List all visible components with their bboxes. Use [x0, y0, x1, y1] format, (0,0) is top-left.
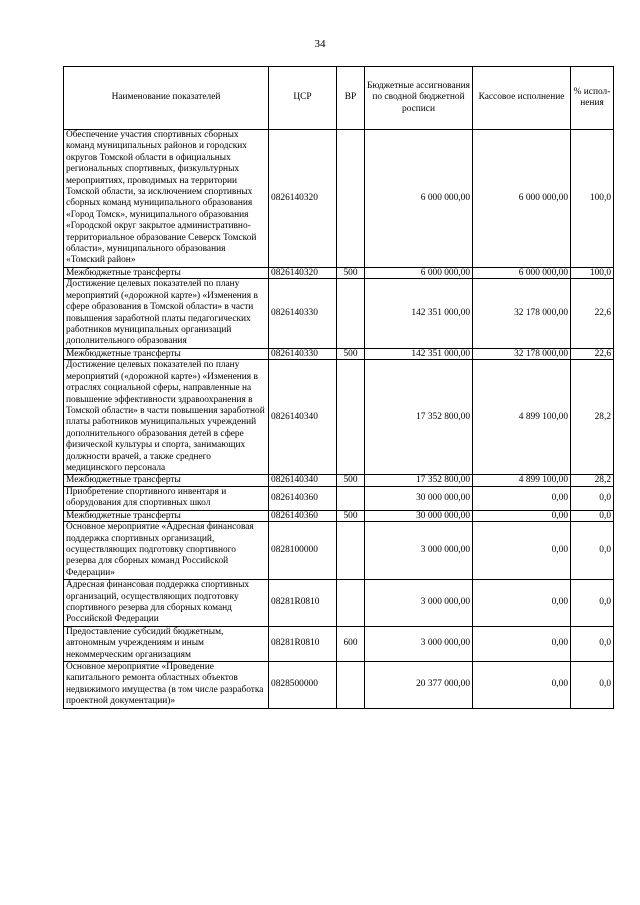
row-percent: 0,0 [571, 510, 614, 522]
row-execution: 6 000 000,00 [473, 267, 571, 279]
table-row [64, 510, 614, 522]
row-percent: 0,0 [571, 626, 614, 661]
row-name: Адресная финансовая поддержка спортивных организаций, осуществляющих подготовку спортивного резерва для сборных команд Российской Федерации [64, 580, 269, 627]
table-row [64, 486, 614, 510]
row-assignments: 3 000 000,00 [365, 626, 473, 661]
row-assignments: 17 352 800,00 [365, 475, 473, 487]
row-percent: 0,0 [571, 662, 614, 709]
row-csr: 08281R0810 [269, 580, 337, 627]
row-csr: 0826140360 [269, 486, 337, 510]
row-percent: 100,0 [571, 267, 614, 279]
row-percent: 0,0 [571, 580, 614, 627]
row-csr: 0826140340 [269, 475, 337, 487]
row-name: Межбюджетные трансферты [64, 510, 269, 522]
table-row [64, 360, 614, 475]
header-csr: ЦСР [269, 67, 337, 130]
row-assignments: 20 377 000,00 [365, 662, 473, 709]
row-execution: 0,00 [473, 522, 571, 580]
table-row [64, 662, 614, 709]
row-csr: 0826140340 [269, 360, 337, 475]
row-name: Межбюджетные трансферты [64, 348, 269, 360]
table-row [64, 626, 614, 661]
row-vr [337, 486, 365, 510]
header-name: Наименование показателей [64, 67, 269, 130]
row-assignments: 3 000 000,00 [365, 522, 473, 580]
row-percent: 28,2 [571, 360, 614, 475]
row-name: Межбюджетные трансферты [64, 475, 269, 487]
row-vr: 500 [337, 348, 365, 360]
table-row [64, 267, 614, 279]
row-name: Приобретение спортивного инвентаря и оборудования для спортивных школ [64, 486, 269, 510]
row-name: Предоставление субсидий бюджетным, автономным учреждениям и иным некоммерческим организациям [64, 626, 269, 661]
table-row [64, 475, 614, 487]
table-row [64, 348, 614, 360]
table-row [64, 130, 614, 268]
row-name: Основное мероприятие «Проведение капитального ремонта областных объектов недвижимого имущества (в том числе разработка проектной документации)» [64, 662, 269, 709]
budget-execution-table [63, 66, 614, 709]
row-execution: 0,00 [473, 510, 571, 522]
row-percent: 22,6 [571, 348, 614, 360]
row-vr [337, 522, 365, 580]
row-assignments: 30 000 000,00 [365, 486, 473, 510]
row-vr [337, 279, 365, 348]
header-percent: % испол-нения [571, 67, 614, 130]
row-execution: 6 000 000,00 [473, 130, 571, 268]
row-vr: 500 [337, 475, 365, 487]
row-csr: 08281R0810 [269, 626, 337, 661]
row-percent: 28,2 [571, 475, 614, 487]
row-vr: 600 [337, 626, 365, 661]
row-vr [337, 662, 365, 709]
row-assignments: 30 000 000,00 [365, 510, 473, 522]
row-name: Межбюджетные трансферты [64, 267, 269, 279]
row-name: Достижение целевых показателей по плану мероприятий («дорожной карте») «Изменения в отраслях социальной сферы, направленные на повышение эффективности здравоохранения в Томской области» в части повышения заработной платы работников муниципальных учреждений дополнительного образования детей в сфере физической культуры и спорта, занимающих должности врачей, а также среднего медицинского персонала [64, 360, 269, 475]
row-name: Основное мероприятие «Адресная финансовая поддержка спортивных организаций, осуществляющих подготовку спортивного резерва для сборных команд Российской Федерации» [64, 522, 269, 580]
row-percent: 100,0 [571, 130, 614, 268]
row-percent: 22,6 [571, 279, 614, 348]
row-execution: 0,00 [473, 626, 571, 661]
row-csr: 0826140320 [269, 267, 337, 279]
row-execution: 0,00 [473, 486, 571, 510]
row-execution: 4 899 100,00 [473, 360, 571, 475]
row-csr: 0826140330 [269, 348, 337, 360]
table-row [64, 279, 614, 348]
row-csr: 0828500000 [269, 662, 337, 709]
row-execution: 32 178 000,00 [473, 348, 571, 360]
row-vr [337, 360, 365, 475]
header-assignments: Бюджетные ассигнования по сводной бюджетной росписи [365, 67, 473, 130]
row-assignments: 142 351 000,00 [365, 348, 473, 360]
row-vr [337, 580, 365, 627]
row-assignments: 3 000 000,00 [365, 580, 473, 627]
row-percent: 0,0 [571, 522, 614, 580]
row-csr: 0826140320 [269, 130, 337, 268]
row-assignments: 17 352 800,00 [365, 360, 473, 475]
table-row [64, 580, 614, 627]
header-execution: Кассовое исполнение [473, 67, 571, 130]
row-vr [337, 130, 365, 268]
header-vr: ВР [337, 67, 365, 130]
row-execution: 32 178 000,00 [473, 279, 571, 348]
row-vr: 500 [337, 510, 365, 522]
row-execution: 0,00 [473, 580, 571, 627]
row-csr: 0826140360 [269, 510, 337, 522]
row-csr: 0826140330 [269, 279, 337, 348]
row-execution: 0,00 [473, 662, 571, 709]
table-row [64, 522, 614, 580]
table-header-row [64, 67, 614, 130]
row-execution: 4 899 100,00 [473, 475, 571, 487]
row-assignments: 6 000 000,00 [365, 130, 473, 268]
row-csr: 0828100000 [269, 522, 337, 580]
row-assignments: 6 000 000,00 [365, 267, 473, 279]
row-name: Достижение целевых показателей по плану мероприятий («дорожной карте») «Изменения в сфере образования в Томской области» в части повышения заработной платы педагогических работников муниципальных организаций дополнительного образования [64, 279, 269, 348]
row-name: Обеспечение участия спортивных сборных команд муниципальных районов и городских округов Томской области в официальных региональных спортивных, физкультурных мероприятиях, проводимых на территории Томской области, за исключением спортивных сборных команд муниципального образования «Город Томск», муниципального образования «Городской округ закрытое административно-территориальное образование Северск Томской области», муниципального образования «Томский район» [64, 130, 269, 268]
row-vr: 500 [337, 267, 365, 279]
row-percent: 0,0 [571, 486, 614, 510]
page-number: 34 [314, 38, 326, 50]
row-assignments: 142 351 000,00 [365, 279, 473, 348]
